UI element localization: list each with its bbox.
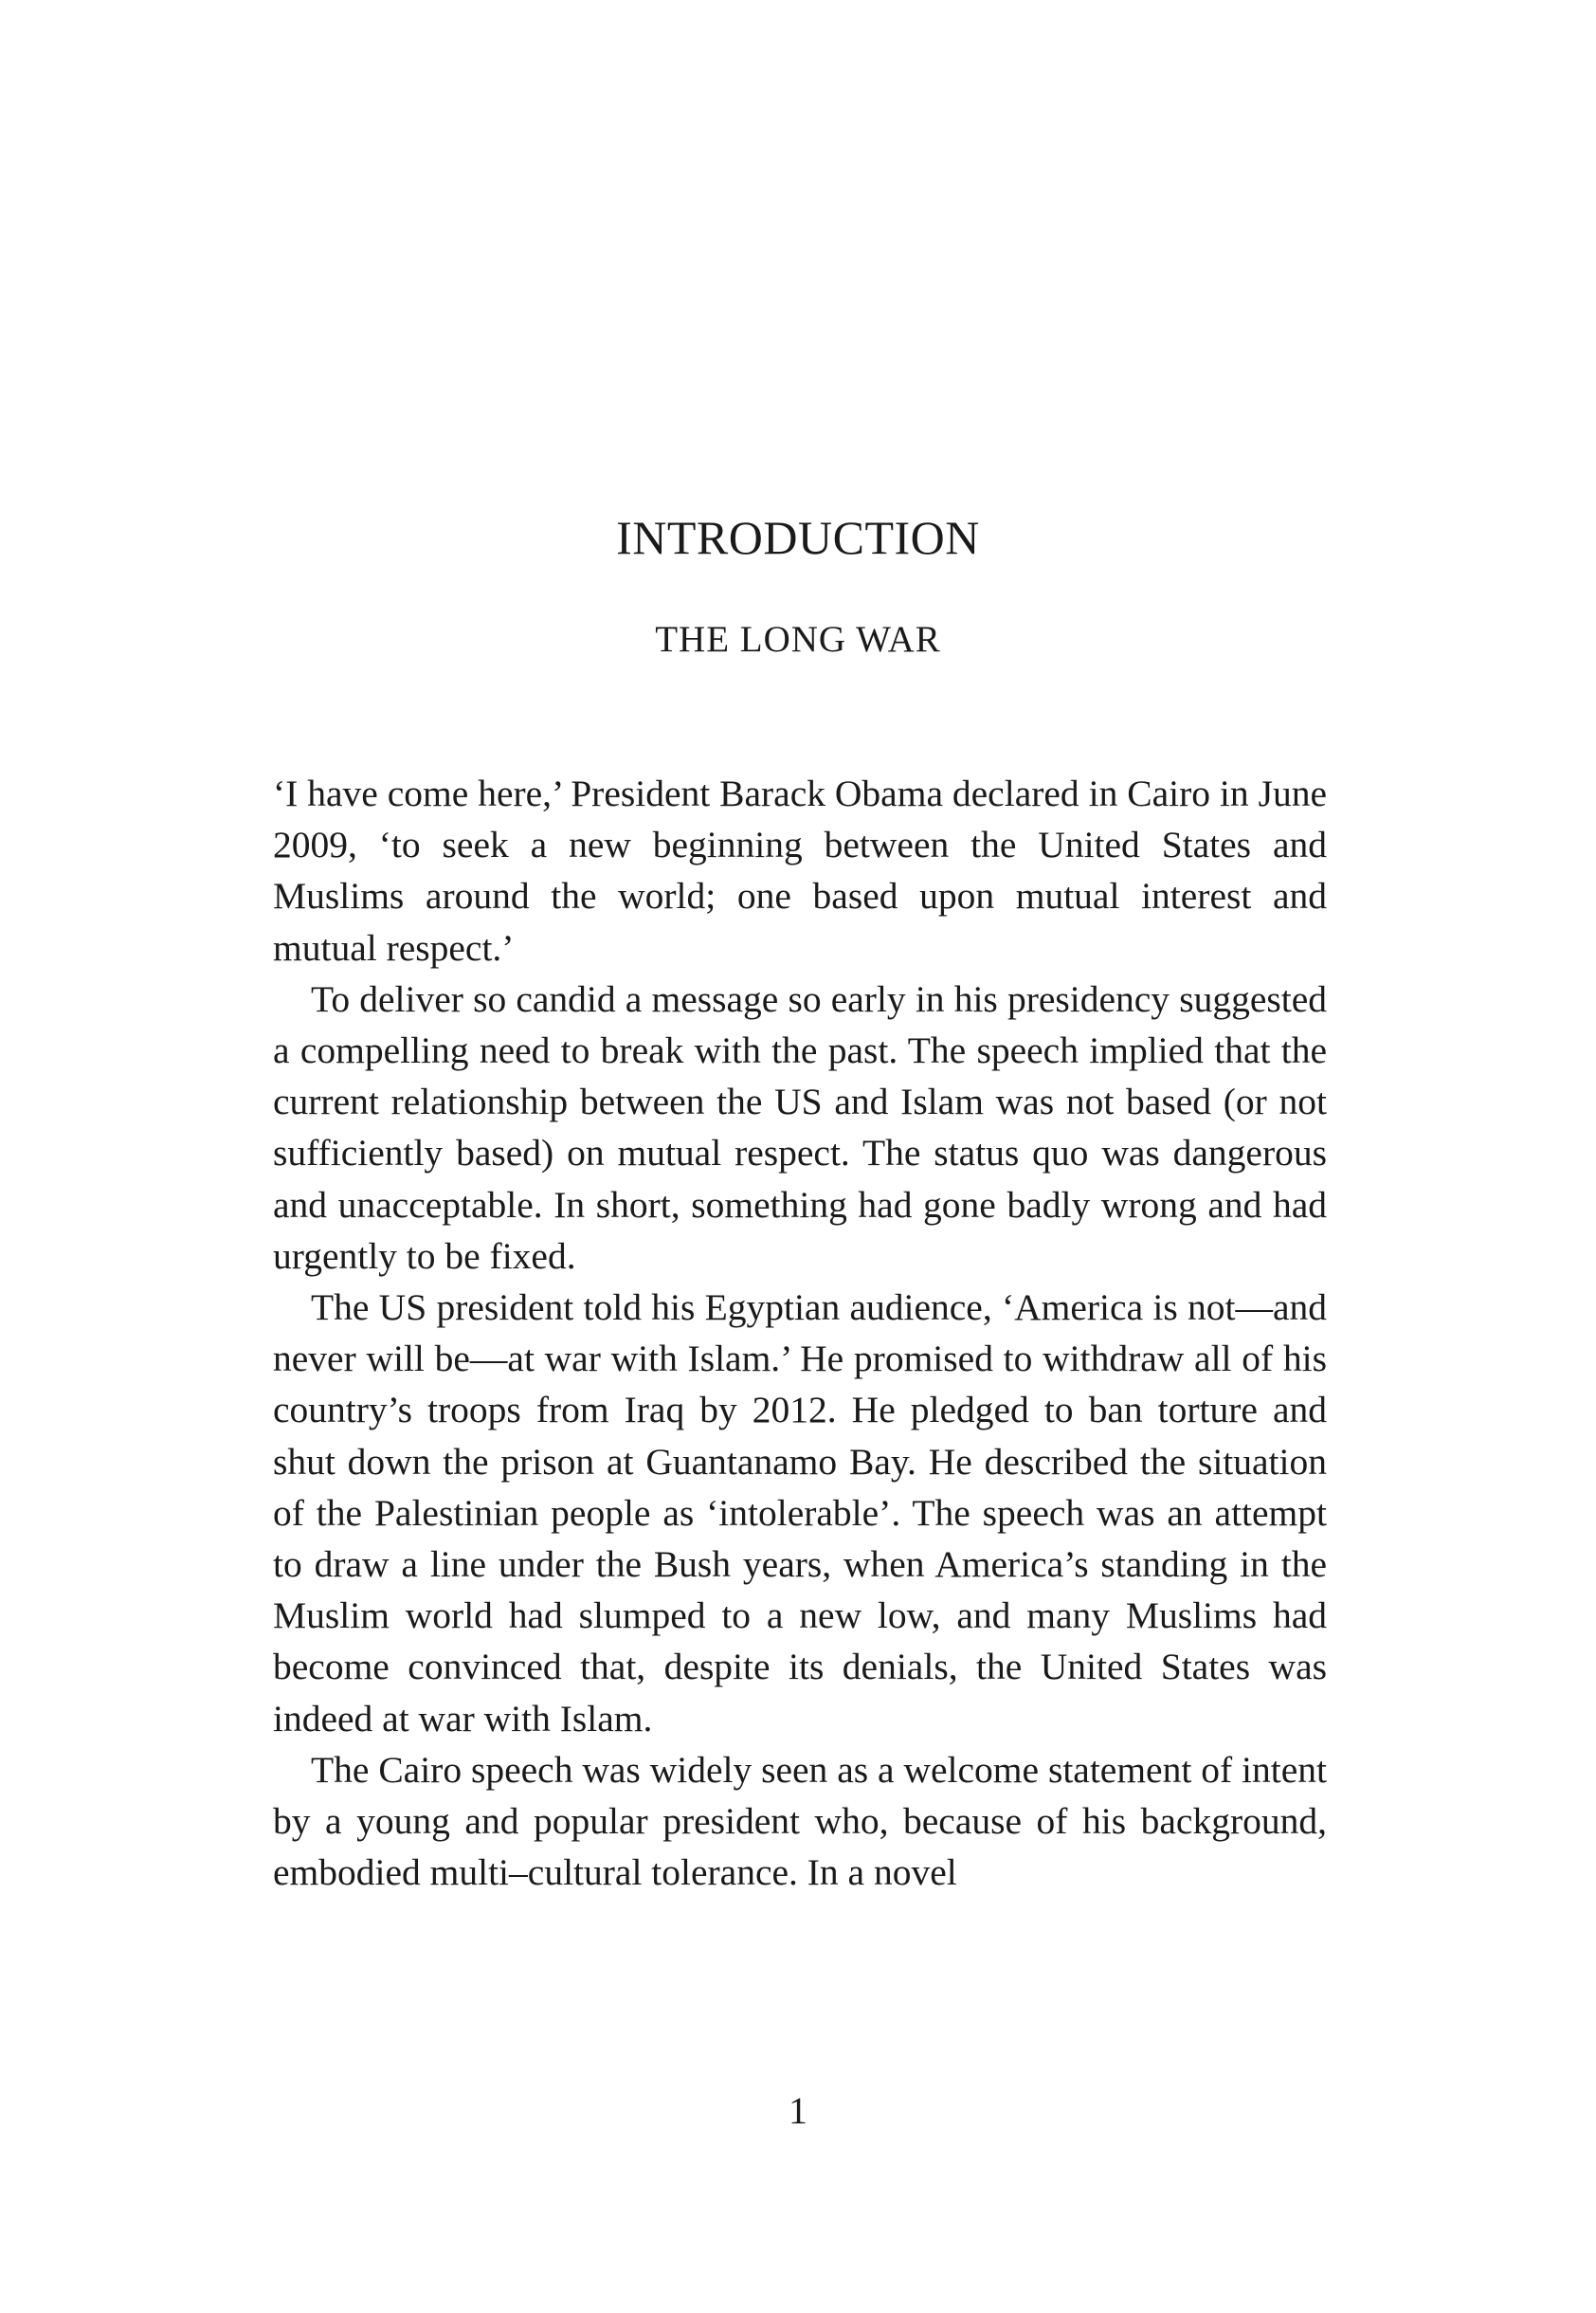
paragraph: The Cairo speech was widely seen as a welcome statement of intent by a young and popular president who, because of his background, embodied multi–cultural tolerance. In a novel [273, 1748, 1327, 1894]
paragraph: To deliver so candid a message so early in his presidency suggested a compelling need to break with the past. The speech implied that the current relationship between the US and Islam was not based (or not sufficiently based) on mutual respect. The status quo was dangerous and unacceptable. In short, something had gone badly wrong and had urgently to be fixed. [273, 977, 1327, 1277]
body-text [273, 768, 1327, 1898]
chapter-subtitle: THE LONG WAR [655, 619, 941, 660]
paragraph: ‘I have come here,’ President Barack Obama declared in Cairo in June 2009, ‘to seek a new beginning between the United States and Muslims around the world; one based upon mutual interest and mutual respect.’ [273, 773, 1327, 969]
page-number: 1 [789, 2089, 807, 2132]
paragraph: The US president told his Egyptian audience, ‘America is not—and never will be—at war with Islam.’ He promised to withdraw all of his country’s troops from Iraq by 2012. He pledged to ban torture and shut down the prison at Guantanamo Bay. He described the situation of the Palestinian people as ‘intolerable’. The speech was an attempt to draw a line under the Bush years, when America’s standing in the Muslim world had slumped to a new low, and many Muslims had become convinced that, despite its denials, the United States was indeed at war with Islam. [273, 1286, 1327, 1739]
chapter-title: INTRODUCTION [616, 511, 980, 564]
